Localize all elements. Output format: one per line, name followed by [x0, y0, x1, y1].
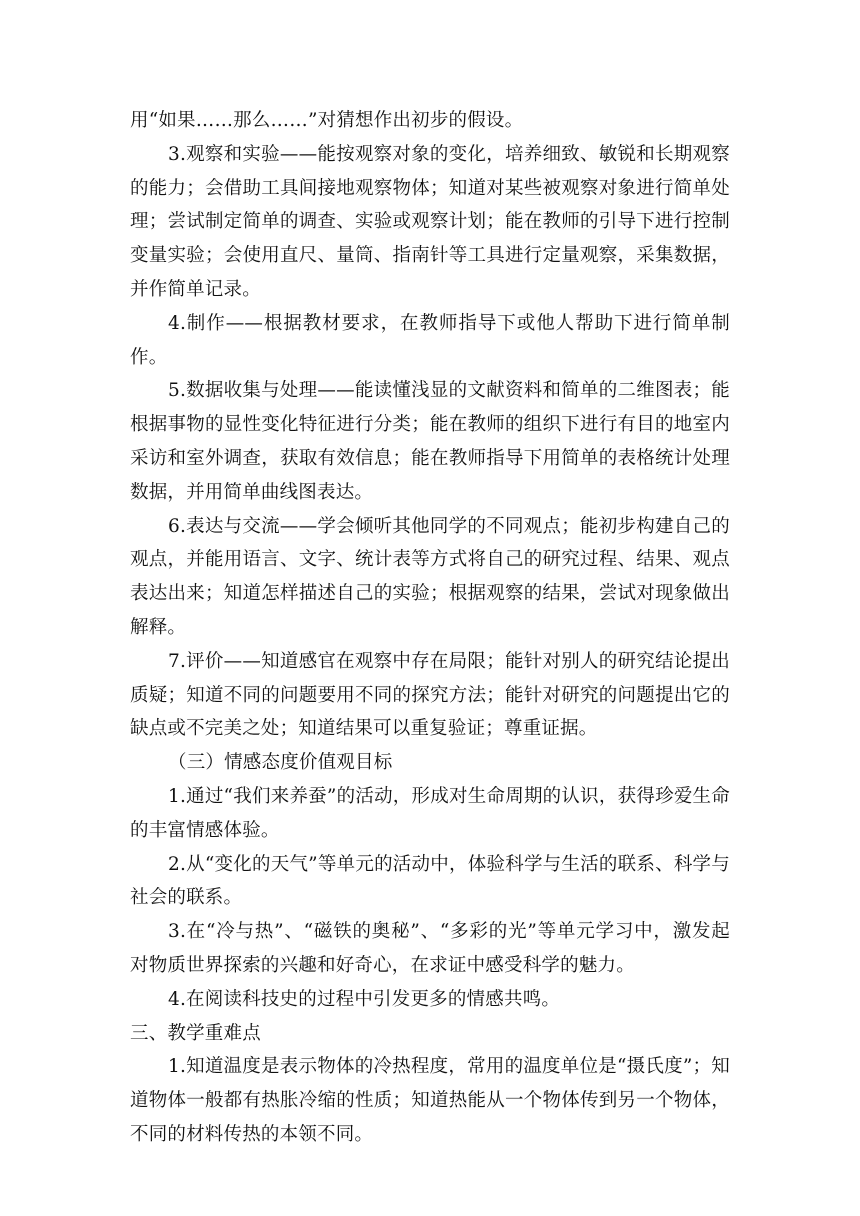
paragraph-history: 4.在阅读科技史的过程中引发更多的情感共鸣。 — [168, 988, 561, 1010]
paragraph-units-interest: 3.在“冷与热”、“磁铁的奥秘”、“多彩的光”等单元学习中，激发起对物质世界探索的兴趣和好奇心，在求证中感受科学的魅力。 — [130, 921, 730, 976]
paragraph-silkworm: 1.通过“我们来养蚕”的活动，形成对生命周期的认识，获得珍爱生命的丰富情感体验。 — [130, 785, 730, 841]
paragraph-weather: 2.从“变化的天气”等单元的活动中，体验科学与生活的联系、科学与社会的联系。 — [130, 853, 730, 909]
paragraph-evaluation: 7.评价——知道感官在观察中存在局限；能针对别人的研究结论提出质疑；知道不同的问题要用不同的探究方法；能针对研究的问题提出它的缺点或不完美之处；知道结果可以重复验证；尊重证据。 — [130, 650, 730, 740]
paragraph-temperature: 1.知道温度是表示物体的冷热程度，常用的温度单位是“摄氏度”；知道物体一般都有热胀冷缩的性质；知道热能从一个物体传到另一个物体，不同的材料传热的本领不同。 — [130, 1056, 730, 1145]
document-body — [130, 104, 730, 1152]
paragraph-data-processing: 5.数据收集与处理——能读懂浅显的文献资料和简单的二维图表；能根据事物的显性变化特征进行分类；能在教师的组织下进行有目的地室内采访和室外调查，获取有效信息；能在教师指导下用简单的表格统计处理数据，并用简单曲线图表达。 — [130, 380, 730, 503]
paragraph-making: 4.制作——根据教材要求，在教师指导下或他人帮助下进行简单制作。 — [130, 312, 730, 368]
paragraph-hypothesis-cont: 用“如果……那么……”对猜想作出初步的假设。 — [130, 110, 524, 131]
section-heading-attitude: （三）情感态度价值观目标 — [168, 752, 393, 774]
paragraph-observation-experiment: 3.观察和实验——能按观察对象的变化，培养细致、敏锐和长期观察的能力；会借助工具间接地观察物体；知道对某些被观察对象进行简单处理；尝试制定简单的调查、实验或观察计划；能在教师的引导下进行控制变量实验；会使用直尺、量筒、指南针等工具进行定量观察，采集数据，并作简单记录。 — [130, 143, 730, 300]
paragraph-expression: 6.表达与交流——学会倾听其他同学的不同观点；能初步构建自己的观点，并能用语言、文字、统计表等方式将自己的研究过程、结果、观点表达出来；知道怎样描述自己的实验；根据观察的结果，尝试对现象做出解释。 — [130, 515, 730, 638]
section-heading-key-points: 三、教学重难点 — [130, 1022, 261, 1044]
